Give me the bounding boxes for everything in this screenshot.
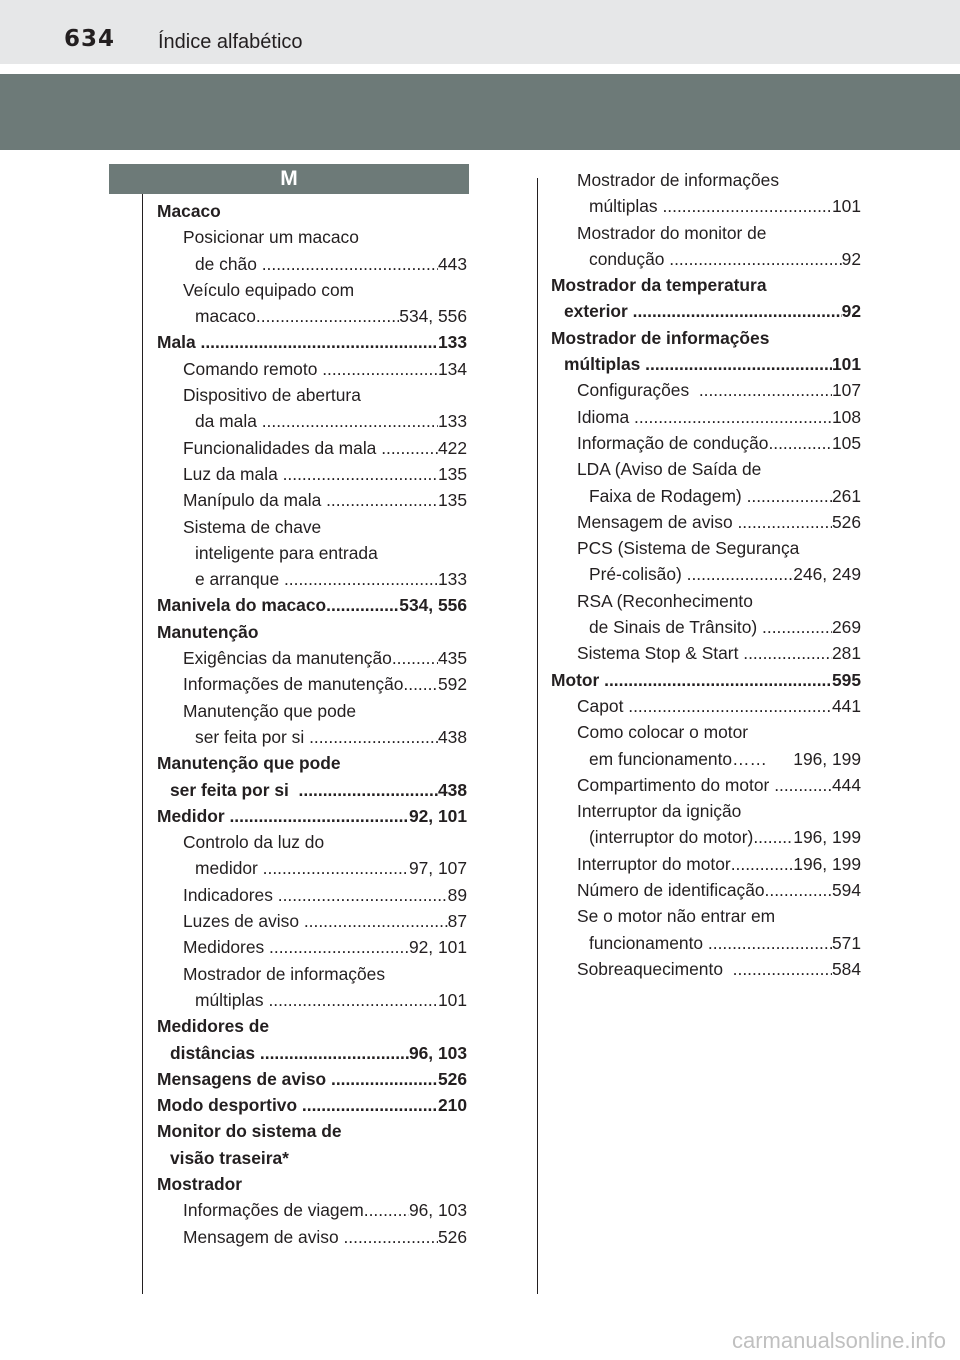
page-reference[interactable]: 269 <box>831 617 861 638</box>
index-entry <box>157 277 467 303</box>
leader-dots <box>633 298 842 324</box>
leader-dots <box>299 777 438 803</box>
header-bar <box>0 0 960 64</box>
page-reference[interactable]: 105 <box>831 432 861 453</box>
index-entry <box>157 750 467 776</box>
index-entry-text: Sistema de chave <box>183 516 322 537</box>
index-entry-text: condução <box>589 248 670 269</box>
index-entry-text: Compartimento do motor <box>577 774 775 795</box>
index-entry-text: Manivela do macaco <box>157 595 327 616</box>
index-entry <box>551 588 861 614</box>
index-entry-text: visão traseira* <box>170 1147 289 1168</box>
index-entry-text: de Sinais de Trânsito) <box>589 617 763 638</box>
index-entry-text: Medidores de <box>157 1016 270 1037</box>
index-entry <box>551 325 861 351</box>
leader-dots <box>322 356 438 382</box>
page-reference[interactable]: 101 <box>831 354 861 375</box>
index-entry <box>157 829 467 855</box>
index-entry-text: Sistema Stop & Start <box>577 643 744 664</box>
index-entry <box>157 356 467 382</box>
index-entry-text: múltiplas <box>195 989 269 1010</box>
leader-dots <box>634 404 832 430</box>
index-entry-text: Posicionar um macaco <box>183 227 359 248</box>
index-entry <box>551 614 861 640</box>
index-entry <box>157 198 467 224</box>
page-reference[interactable]: 246, 249 <box>793 564 861 585</box>
index-entry <box>157 1013 467 1039</box>
index-entry-text: Idioma <box>577 406 635 427</box>
index-entry-text: Macaco <box>157 201 221 221</box>
leader-dots <box>743 640 832 666</box>
index-entry-text: PCS (Sistema de Segurança <box>577 538 800 559</box>
index-entry <box>157 1118 467 1144</box>
page-reference[interactable]: 133 <box>437 411 467 432</box>
watermark: carmanualsonline.info <box>731 1328 946 1353</box>
index-entry <box>551 404 861 430</box>
index-entry <box>157 1040 467 1066</box>
leader-dots <box>283 461 438 487</box>
index-entry <box>157 514 467 540</box>
index-entry-text: Interruptor da ignição <box>577 801 742 822</box>
index-entry-text: Mensagem de aviso <box>183 1226 344 1247</box>
index-entry-text: Monitor do sistema de <box>157 1121 342 1142</box>
index-entry <box>157 698 467 724</box>
page-reference[interactable]: 196, 199 <box>793 827 861 848</box>
index-entry-text: Medidores <box>183 937 270 958</box>
index-entry <box>157 987 467 1013</box>
index-entry-text: múltiplas <box>589 196 663 217</box>
index-entry <box>157 1092 467 1118</box>
leader-dots <box>731 851 794 877</box>
leader-dots <box>268 987 438 1013</box>
index-entry <box>157 435 467 461</box>
index-entry <box>551 535 861 561</box>
index-entry-text: Número de identificação <box>577 880 765 901</box>
index-entry-text: Mostrador de informações <box>183 963 386 984</box>
index-entry-text: Como colocar o motor <box>577 722 749 743</box>
page-reference[interactable]: 196, 199 <box>793 748 861 769</box>
index-entry <box>551 167 861 193</box>
page-reference[interactable]: 92, 101 <box>408 805 467 826</box>
index-entry <box>157 1197 467 1223</box>
index-entry <box>551 956 861 982</box>
leader-dots <box>278 882 448 908</box>
index-entry <box>551 483 861 509</box>
index-entry-text: macaco <box>195 306 256 327</box>
index-entry-text: Se o motor não entrar em <box>577 906 776 927</box>
index-entry <box>157 1066 467 1092</box>
page-reference[interactable]: 101 <box>831 196 861 217</box>
index-entry <box>157 1224 467 1250</box>
index-entry-text: ser feita por si <box>195 726 310 747</box>
index-entry-text: Modo desportivo <box>157 1095 302 1116</box>
index-entry <box>157 961 467 987</box>
leader-dots <box>269 934 409 960</box>
index-entry <box>157 566 467 592</box>
index-entry <box>157 724 467 750</box>
index-entry-text: Exigências da manutenção <box>183 648 392 669</box>
leader-dots <box>699 377 832 403</box>
index-entry <box>551 824 861 850</box>
index-entry-text: Sobreaquecimento <box>577 958 733 979</box>
index-entry-text: Motor <box>551 669 605 690</box>
leader-dots <box>753 824 793 850</box>
index-entry <box>551 430 861 456</box>
leader-dots <box>708 930 832 956</box>
index-entry-text: Configurações <box>577 380 699 401</box>
index-entry <box>157 855 467 881</box>
leader-dots <box>628 693 832 719</box>
leader-dots <box>302 1092 438 1118</box>
leader-dots <box>260 1040 409 1066</box>
index-entry <box>157 645 467 671</box>
index-entry-text: (interruptor do motor) <box>589 827 754 848</box>
leader-dots <box>765 877 832 903</box>
index-entry-text: Mostrador <box>157 1173 243 1194</box>
index-entry <box>551 719 861 745</box>
page-reference[interactable]: 134 <box>437 358 467 379</box>
page-number: 634 <box>64 26 116 52</box>
page-reference[interactable]: 89 <box>447 884 467 905</box>
index-entry <box>551 772 861 798</box>
index-entry-text: da mala <box>195 411 262 432</box>
index-entry-text: RSA (Reconhecimento <box>577 590 753 611</box>
index-entry <box>551 193 861 219</box>
leader-dots <box>263 855 409 881</box>
index-entry <box>157 671 467 697</box>
page-reference[interactable]: 592 <box>437 674 467 695</box>
leader-dots <box>326 592 399 618</box>
page-reference[interactable]: 526 <box>831 511 861 532</box>
leader-dots <box>331 1066 438 1092</box>
page-reference[interactable]: 281 <box>831 643 861 664</box>
index-entry-text: Mensagem de aviso <box>577 511 738 532</box>
index-entry-text: Manípulo da mala <box>183 490 327 511</box>
page-reference[interactable]: 96, 103 <box>408 1042 467 1063</box>
index-entry <box>551 903 861 929</box>
index-entry <box>551 298 861 324</box>
column-rule-left <box>142 194 143 1294</box>
leader-dots <box>364 1197 409 1223</box>
index-entry <box>157 487 467 513</box>
index-entry <box>157 882 467 908</box>
page-reference[interactable]: 526 <box>437 1226 467 1247</box>
index-entry-text: medidor <box>195 858 263 879</box>
index-entry-text: Mostrador da temperatura <box>551 275 767 296</box>
index-entry <box>157 592 467 618</box>
index-column-left <box>157 198 467 1250</box>
index-entry-text: Faixa de Rodagem) <box>589 485 747 506</box>
header-band <box>0 74 960 150</box>
page-reference[interactable]: 133 <box>437 569 467 590</box>
leader-dots <box>768 430 832 456</box>
page-reference[interactable]: 438 <box>437 779 467 800</box>
index-entry-text: Mostrador de informações <box>577 170 780 190</box>
page-reference[interactable]: 196, 199 <box>793 853 861 874</box>
index-entry-text: Indicadores <box>183 884 278 905</box>
index-entry-text: Medidor <box>157 805 230 826</box>
leader-dots <box>262 408 438 434</box>
leader-dots <box>662 193 832 219</box>
index-entry-text: em funcionamento…… <box>589 748 767 769</box>
leader-dots <box>309 724 438 750</box>
index-entry <box>157 619 467 645</box>
page-reference[interactable]: 101 <box>437 989 467 1010</box>
page-reference[interactable]: 441 <box>831 695 861 716</box>
page-reference[interactable]: 444 <box>831 774 861 795</box>
page-reference[interactable]: 108 <box>831 406 861 427</box>
index-entry-text: Funcionalidades da mala <box>183 437 382 458</box>
index-entry-text: distâncias <box>170 1042 260 1063</box>
index-entry-text: funcionamento <box>589 932 708 953</box>
index-entry-text: Luzes de aviso <box>183 911 304 932</box>
index-entry <box>157 540 467 566</box>
index-entry <box>551 667 861 693</box>
index-entry-text: Capot <box>577 695 629 716</box>
index-entry <box>157 1145 467 1171</box>
index-entry-text: ser feita por si <box>170 779 299 800</box>
index-entry <box>551 561 861 587</box>
index-entry-text: Mensagens de aviso <box>157 1068 331 1089</box>
leader-dots <box>645 351 832 377</box>
index-entry-text: Informações de viagem <box>183 1200 364 1221</box>
index-entry <box>157 461 467 487</box>
index-entry <box>551 877 861 903</box>
index-entry <box>157 303 467 329</box>
index-entry <box>157 251 467 277</box>
index-entry-text: exterior <box>564 301 633 322</box>
index-entry <box>157 934 467 960</box>
page-reference[interactable]: 92 <box>841 301 861 322</box>
page-reference[interactable]: 135 <box>437 490 467 511</box>
leader-dots <box>256 303 399 329</box>
index-column-right <box>551 167 861 982</box>
index-entry <box>551 746 861 772</box>
page-reference[interactable]: 135 <box>437 463 467 484</box>
page-reference[interactable]: 438 <box>437 726 467 747</box>
index-entry <box>157 777 467 803</box>
index-entry <box>157 908 467 934</box>
index-entry <box>551 351 861 377</box>
leader-dots <box>284 566 438 592</box>
index-entry-text: Manutenção <box>157 621 259 642</box>
leader-dots <box>326 487 438 513</box>
index-entry-text: e arranque <box>195 569 284 590</box>
leader-dots <box>201 329 438 355</box>
leader-dots <box>774 772 832 798</box>
index-entry-text: Comando remoto <box>183 358 323 379</box>
leader-dots <box>687 561 794 587</box>
index-entry-text: Informações de manutenção <box>183 674 404 695</box>
index-entry <box>551 509 861 535</box>
index-entry <box>157 382 467 408</box>
page-reference[interactable]: 443 <box>437 253 467 274</box>
index-entry <box>551 640 861 666</box>
index-entry-text: Manutenção que pode <box>157 753 341 774</box>
leader-dots <box>229 803 409 829</box>
page-reference[interactable]: 534, 556 <box>399 595 467 616</box>
leader-dots <box>737 509 832 535</box>
index-entry-text: Pré-colisão) <box>589 564 687 585</box>
column-rule-middle <box>537 178 538 1294</box>
page-reference[interactable]: 87 <box>447 911 467 932</box>
index-entry-text: Mostrador de informações <box>551 327 770 348</box>
leader-dots <box>762 614 832 640</box>
index-entry <box>157 329 467 355</box>
index-entry-text: Dispositivo de abertura <box>183 385 361 406</box>
leader-dots <box>604 667 832 693</box>
page-reference[interactable]: 96, 103 <box>408 1200 467 1221</box>
index-entry <box>157 408 467 434</box>
page-reference[interactable]: 584 <box>831 958 861 979</box>
index-entry <box>551 851 861 877</box>
index-entry <box>551 246 861 272</box>
index-entry <box>551 456 861 482</box>
index-entry-text: Mostrador do monitor de <box>577 222 767 243</box>
index-entry <box>551 693 861 719</box>
leader-dots <box>392 645 438 671</box>
page-reference[interactable]: 261 <box>831 485 861 506</box>
leader-dots <box>733 956 832 982</box>
index-entry <box>551 930 861 956</box>
leader-dots <box>669 246 841 272</box>
index-entry-text: Controlo da luz do <box>183 832 325 853</box>
index-entry <box>551 798 861 824</box>
page-reference[interactable]: 435 <box>437 648 467 669</box>
leader-dots <box>381 435 438 461</box>
index-letter-heading: M <box>109 164 469 194</box>
leader-dots <box>304 908 448 934</box>
leader-dots <box>747 483 832 509</box>
index-entry <box>157 803 467 829</box>
page-reference[interactable]: 92 <box>841 248 861 269</box>
page-reference[interactable]: 595 <box>831 669 861 690</box>
index-entry-text: Interruptor do motor <box>577 853 731 874</box>
section-title: Índice alfabético <box>158 31 303 53</box>
page-reference[interactable]: 107 <box>831 380 861 401</box>
leader-dots <box>262 251 438 277</box>
page-reference[interactable]: 534, 556 <box>399 306 467 327</box>
index-entry-text: de chão <box>195 253 262 274</box>
index-entry <box>551 220 861 246</box>
index-entry-text: Informação de condução <box>577 432 769 453</box>
page-reference[interactable]: 210 <box>437 1095 467 1116</box>
index-entry-text: múltiplas <box>564 354 646 375</box>
index-entry-text: inteligente para entrada <box>195 542 378 563</box>
page-reference[interactable]: 92, 101 <box>408 937 467 958</box>
page-reference[interactable]: 97, 107 <box>408 858 467 879</box>
index-entry <box>551 272 861 298</box>
index-entry-text: Manutenção que pode <box>183 700 357 721</box>
index-entry-text: Mala <box>157 332 201 353</box>
index-entry <box>551 377 861 403</box>
index-entry-text: LDA (Aviso de Saída de <box>577 459 762 480</box>
index-entry <box>157 1171 467 1197</box>
leader-dots <box>343 1224 438 1250</box>
page-reference[interactable]: 133 <box>437 332 467 353</box>
page-reference[interactable]: 422 <box>437 437 467 458</box>
index-entry-text: Veículo equipado com <box>183 279 355 300</box>
page-reference[interactable]: 526 <box>437 1068 467 1089</box>
leader-dots <box>403 671 438 697</box>
page-reference[interactable]: 594 <box>831 880 861 901</box>
index-entry-text: Luz da mala <box>183 463 283 484</box>
index-entry <box>157 224 467 250</box>
page-reference[interactable]: 571 <box>831 932 861 953</box>
